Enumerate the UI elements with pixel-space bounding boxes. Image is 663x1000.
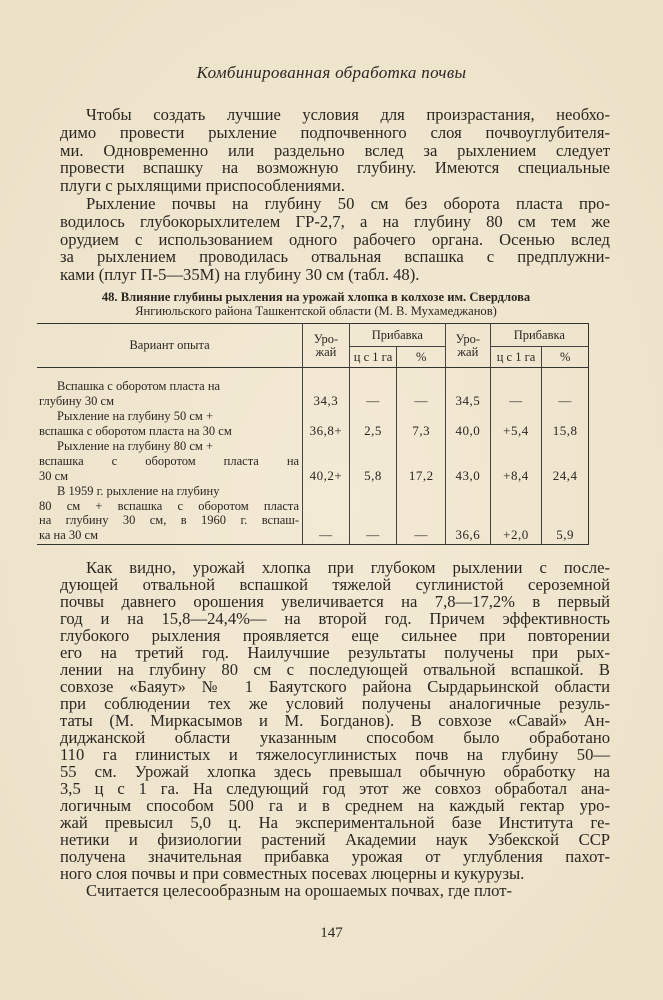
value-cell: — bbox=[349, 484, 397, 544]
text-line: нетики и физиологии растений Академии наук Узбекской ССР bbox=[60, 830, 610, 849]
value-cell: +8,4 bbox=[490, 439, 542, 484]
table-row bbox=[37, 379, 589, 409]
value-cell: — bbox=[303, 484, 350, 544]
text-line: его на третий год. Наилучшие результаты получены при рых- bbox=[60, 643, 610, 662]
value-cell: 17,2 bbox=[397, 439, 446, 484]
table-title-line: 48. Влияние глубины рыхления на урожай хлопка в колхозе им. Свердлова bbox=[101, 290, 531, 304]
variant-line: 30 см bbox=[39, 468, 69, 483]
value-cell: 24,4 bbox=[542, 439, 589, 484]
top-text bbox=[60, 106, 610, 284]
value-cell: 36,6 bbox=[446, 484, 491, 544]
variant-line: Рыхление на глубину 50 см + bbox=[57, 409, 213, 424]
variant-line: В 1959 г. рыхление на глубину bbox=[57, 484, 220, 499]
value-cell: 40,0 bbox=[446, 409, 491, 439]
value-cell: — bbox=[397, 484, 446, 544]
value-cell: 5,8 bbox=[349, 439, 397, 484]
text-line: Рыхление почвы на глубину 50 см без оборота пласта про- bbox=[86, 193, 610, 213]
text-line: жай превысил 5,0 ц. На экспериментальной базе Института ге- bbox=[60, 813, 610, 832]
value-cell: — bbox=[397, 379, 446, 409]
variant-line: глубину 30 см bbox=[39, 393, 115, 408]
text-line: глубокого рыхления проявляется еще сильнее при повторении bbox=[60, 626, 610, 645]
text-line: таты (М. Миркасымов и М. Богданов). В совхозе «Савай» Ан- bbox=[60, 711, 610, 730]
data-table bbox=[37, 323, 589, 545]
text-line: димо провести рыхление подпочвенного слоя почвоуглубителя- bbox=[60, 122, 610, 142]
header-yield-text: Уро-жай bbox=[313, 331, 339, 359]
text-line: ного слоя почвы и при совместных посевах люцерны и кукурузы. bbox=[60, 864, 525, 883]
variant-line: Вспашка с оборотом пласта на bbox=[57, 379, 221, 393]
value-cell: 40,2+ bbox=[303, 439, 350, 484]
header-yield-2 bbox=[446, 324, 491, 368]
text-line: 3,5 ц с 1 га. На следующий год этот же совхоз обработал ана- bbox=[60, 779, 610, 798]
running-header: Комбинированная обработка почвы bbox=[196, 63, 467, 82]
value-cell: 34,3 bbox=[303, 379, 350, 409]
variant-line: на глубину 30 см, в 1960 г. вспаш- bbox=[39, 513, 300, 528]
text-line: год и на 15,8—24,4%— на второй год. Причем эффективность bbox=[60, 609, 610, 628]
text-line: лении на глубину 80 см с последующей отвальной вспашкой. В bbox=[60, 660, 610, 679]
value-cell: 34,5 bbox=[446, 379, 491, 409]
value-cell: 15,8 bbox=[542, 409, 589, 439]
header-per-ha: ц с 1 га bbox=[349, 347, 397, 368]
text-line: почвы давнего орошения увеличивается на 7,8—17,2% в первый bbox=[60, 592, 610, 611]
text-line: водилось глубокорыхлителем ГР-2,7, а на глубину 80 см тем же bbox=[60, 211, 610, 231]
header-increase-1: Прибавка bbox=[349, 324, 445, 347]
value-cell: — bbox=[542, 379, 589, 409]
text-line: за рыхлением проводилась отвальная вспашка с предплужни- bbox=[60, 247, 610, 267]
header-percent: % bbox=[542, 347, 589, 368]
header-increase-2: Прибавка bbox=[490, 324, 588, 347]
table-row bbox=[37, 409, 589, 439]
text-line: получена значительная прибавка урожая от углубления пахот- bbox=[60, 847, 610, 866]
variant-cell bbox=[37, 379, 303, 409]
text-line: дующей отвальной вспашкой тяжелой суглинистой сероземной bbox=[60, 575, 610, 594]
text-line: Как видно, урожай хлопка при глубоком рыхлении с после- bbox=[86, 558, 610, 577]
variant-line: ка на 30 см bbox=[39, 527, 99, 542]
variant-line: 80 см + вспашка с оборотом пласта bbox=[39, 498, 300, 513]
value-cell: +5,4 bbox=[490, 409, 542, 439]
text-line: диджанской области указанным способом было обработано bbox=[60, 728, 610, 747]
header-percent: % bbox=[397, 347, 446, 368]
text-line: логичным способом 500 га и в среднем на каждый гектар уро- bbox=[60, 796, 610, 815]
table-title-line: Янгиюльского района Ташкентской области (М. В. Мухамеджанов) bbox=[135, 304, 497, 318]
table-title bbox=[36, 290, 596, 318]
value-cell: — bbox=[490, 379, 542, 409]
value-cell: 5,9 bbox=[542, 484, 589, 544]
text-line: ми. Одновременно или раздельно вслед за рыхлением следует bbox=[60, 140, 610, 160]
text-line: Чтобы создать лучшие условия для произрастания, необхо- bbox=[86, 105, 610, 124]
text-line: при соблюдении тех же условий получены аналогичные резуль- bbox=[60, 694, 610, 713]
text-line: орудием с использованием одного рабочего органа. Осенью вслед bbox=[60, 229, 610, 249]
header-variant: Вариант опыта bbox=[37, 324, 303, 368]
text-line: плуги с рыхлящими приспособлениями. bbox=[60, 176, 345, 196]
value-cell: 2,5 bbox=[349, 409, 397, 439]
text-line: 55 см. Урожай хлопка здесь превышал обычную обработку на bbox=[60, 762, 610, 781]
page-number: 147 bbox=[320, 925, 343, 941]
variant-line: вспашка с оборотом пласта на bbox=[39, 453, 300, 468]
header-per-ha: ц с 1 га bbox=[490, 347, 542, 368]
variant-cell bbox=[37, 484, 303, 544]
text-line: провести вспашку на возможную глубину. Имеются специальные bbox=[60, 158, 610, 178]
table-row bbox=[37, 439, 589, 484]
variant-cell bbox=[37, 439, 303, 484]
header-yield-1 bbox=[303, 324, 350, 368]
value-cell: — bbox=[349, 379, 397, 409]
text-line: ками (плуг П-5—35М) на глубину 30 см (табл. 48). bbox=[60, 265, 420, 285]
value-cell: 36,8+ bbox=[303, 409, 350, 439]
value-cell: 43,0 bbox=[446, 439, 491, 484]
variant-cell bbox=[37, 409, 303, 439]
header-yield-text: Уро-жай bbox=[455, 331, 481, 359]
variant-line: вспашка с оборотом пласта на 30 см bbox=[39, 423, 232, 438]
table-row bbox=[37, 484, 589, 544]
variant-line: Рыхление на глубину 80 см + bbox=[57, 439, 213, 454]
text-line: 110 га глинистых и тяжелосуглинистых почв на глубину 50— bbox=[60, 745, 610, 764]
text-line: совхозе «Баяут» № 1 Баяутского района Сырдарьинской области bbox=[60, 677, 610, 696]
value-cell: 7,3 bbox=[397, 409, 446, 439]
text-line: Считается целесообразным на орошаемых почвах, где плот- bbox=[86, 881, 512, 900]
bottom-text bbox=[60, 559, 610, 899]
value-cell: +2,0 bbox=[490, 484, 542, 544]
